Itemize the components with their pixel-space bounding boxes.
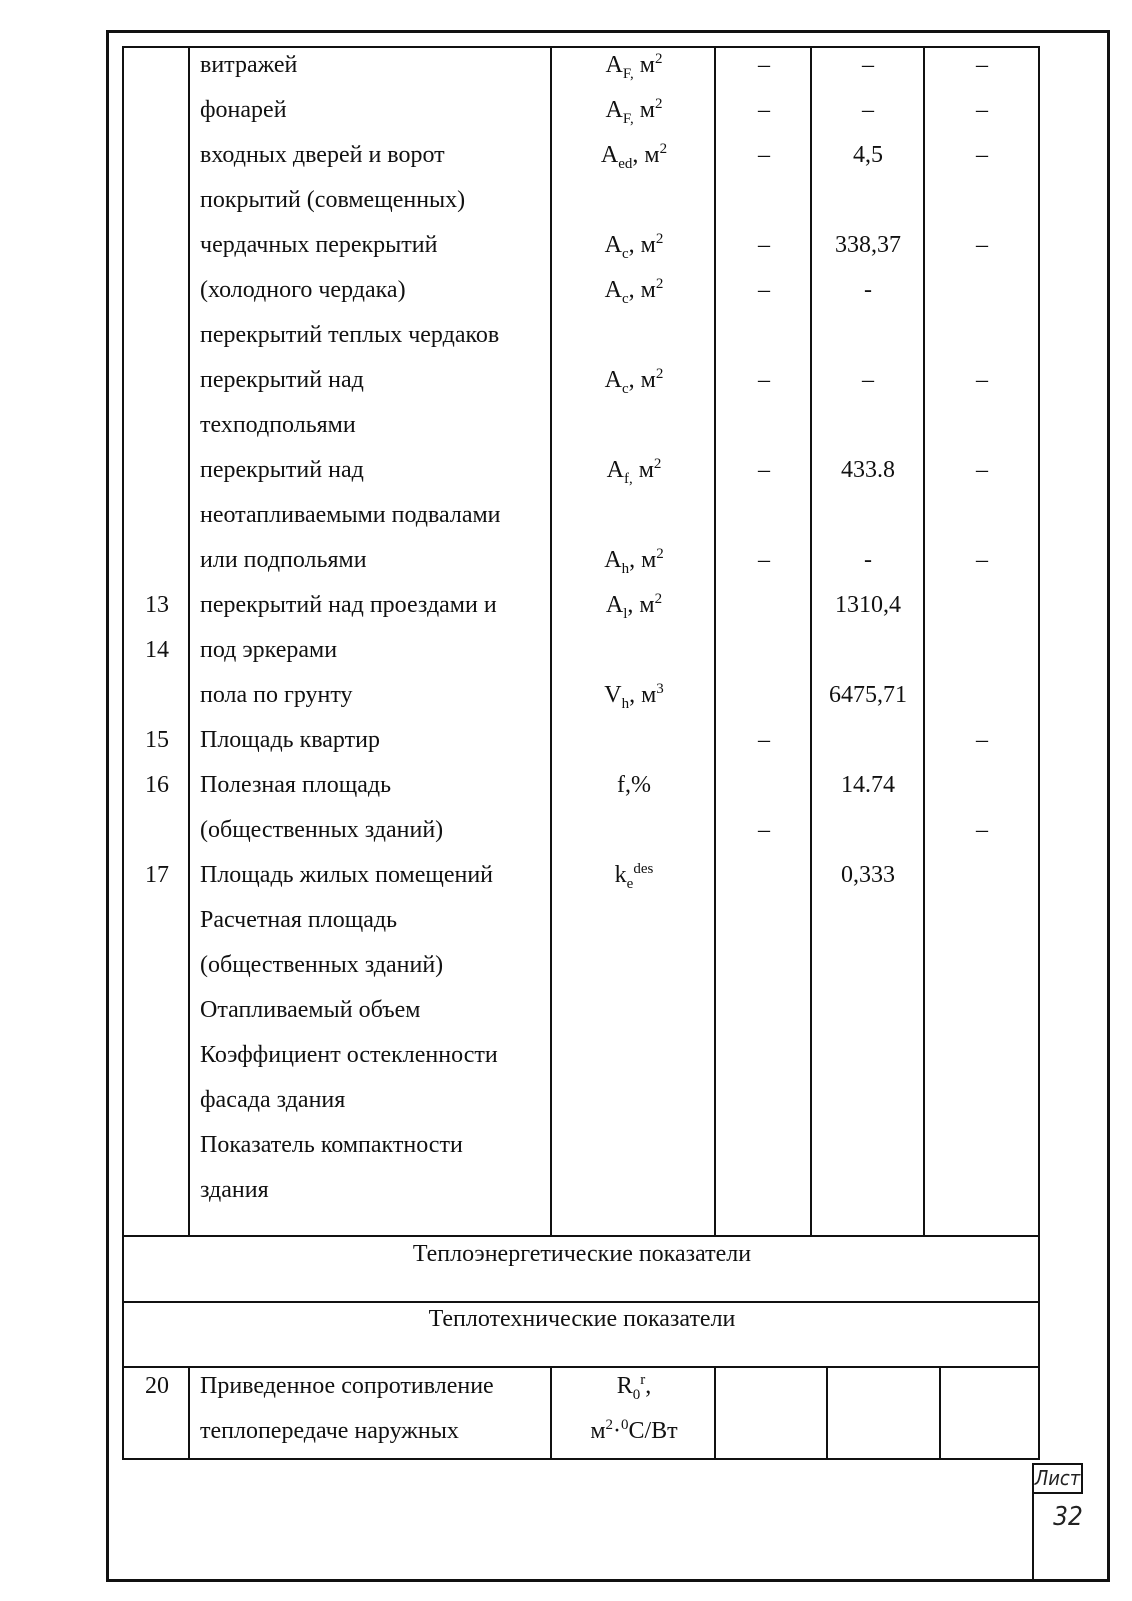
row-name: покрытий (совмещенных) [200,187,466,213]
section-heat-energy-title: Теплоэнергетические показатели [412,1241,752,1267]
row-name: Полезная площадь [200,772,392,798]
row-value-col1: – [758,142,770,168]
row-value-col3: – [976,367,988,393]
row-unit: f,% [617,772,651,798]
grid-vertical-line [550,46,552,1237]
grid-horizontal-line [122,46,1040,48]
row-name: перекрытий над [200,457,364,483]
row-value-col3: – [976,142,988,168]
row-value-col3: – [976,547,988,573]
row-value-col1: – [758,727,770,753]
row-20-name-line2: теплопередаче наружных [200,1418,459,1444]
row-name: фасада здания [200,1087,346,1113]
grid-vertical-line [939,1366,941,1460]
row-name: чердачных перекрытий [200,232,438,258]
row-number: 13 [145,592,169,618]
row-name: перекрытий над [200,367,364,393]
row-value-col2: 338,37 [835,232,901,258]
row-value-col3: – [976,817,988,843]
row-name: под эркерами [200,637,338,663]
row-value-col2: 1310,4 [835,592,901,618]
page-frame [106,30,1110,1582]
row-value-col3: – [976,727,988,753]
row-name: Площадь квартир [200,727,380,753]
row-value-col1: – [758,367,770,393]
section-heat-tech-title: Теплотехнические показатели [428,1306,736,1332]
row-unit: $V_h$, $м^3$ [604,681,664,712]
row-value-col1: – [758,52,770,78]
row-unit: $k_e^{des}$ [614,861,654,892]
row-number: 14 [145,637,169,663]
row-value-col2: 14.74 [841,772,895,798]
row-20-number: 20 [145,1373,169,1399]
row-value-col3: – [976,52,988,78]
row-number: 16 [145,772,169,798]
row-value-col2: 6475,71 [829,682,907,708]
row-unit: $A_c$, $м^2$ [604,366,664,397]
row-value-col1: – [758,547,770,573]
row-20-unit-line1: $R_0^r$, [616,1372,652,1403]
row-20-unit-line2: $м^2\cdot^0С/Вт$ [590,1417,678,1444]
grid-vertical-line [714,46,716,1237]
row-value-col1: – [758,232,770,258]
row-name: здания [200,1177,269,1203]
row-name: перекрытий над проездами и [200,592,497,618]
row-number: 15 [145,727,169,753]
row-value-col2: 0,333 [841,862,895,888]
row-name: Расчетная площадь [200,907,398,933]
row-unit: $A_{F,}$ $м^2$ [605,51,663,82]
row-number: 17 [145,862,169,888]
row-value-col1: – [758,457,770,483]
row-20-name-line1: Приведенное сопротивление [200,1373,494,1399]
row-name: Площадь жилых помещений [200,862,494,888]
row-name: витражей [200,52,298,78]
sheet-number: 32 [1053,1502,1083,1532]
row-name: (общественных зданий) [200,817,444,843]
grid-horizontal-line [122,1301,1040,1303]
row-value-col3: – [976,232,988,258]
row-name: или подпольями [200,547,367,573]
row-value-col1: – [758,277,770,303]
row-name: перекрытий теплых чердаков [200,322,500,348]
row-value-col2: - [864,547,872,573]
row-unit: $A_{ed}$, $м^2$ [600,141,668,172]
row-unit: $A_{f,}$ $м^2$ [606,456,662,487]
row-unit: $A_{F,}$ $м^2$ [605,96,663,127]
row-value-col3: – [976,457,988,483]
row-value-col2: – [862,367,874,393]
row-name: входных дверей и ворот [200,142,445,168]
grid-vertical-line [826,1366,828,1460]
row-value-col1: – [758,97,770,123]
row-value-col2: – [862,52,874,78]
row-value-col2: 433.8 [841,457,895,483]
row-name: (общественных зданий) [200,952,444,978]
row-name: Отапливаемый объем [200,997,421,1023]
grid-horizontal-line [122,1235,1040,1237]
sheet-label: Лист [1034,1466,1081,1490]
row-name: пола по грунту [200,682,353,708]
grid-vertical-line [923,46,925,1237]
grid-horizontal-line [122,1366,1040,1368]
row-name: фонарей [200,97,287,123]
row-value-col3: – [976,97,988,123]
row-value-col2: - [864,277,872,303]
grid-vertical-line [810,46,812,1237]
row-name: неотапливаемыми подвалами [200,502,501,528]
stamp-divider [1032,1492,1083,1494]
row-value-col1: – [758,817,770,843]
row-value-col2: 4,5 [853,142,883,168]
row-value-col2: – [862,97,874,123]
row-unit: $A_h$, $м^2$ [604,546,664,577]
row-name: Коэффициент остекленности [200,1042,498,1068]
row-unit: $A_c$, $м^2$ [604,276,664,307]
row-name: Показатель компактности [200,1132,463,1158]
grid-horizontal-line [122,1458,1040,1460]
row-name: техподпольями [200,412,356,438]
row-name: (холодного чердака) [200,277,406,303]
row-unit: $A_l$, $м^2$ [605,591,663,622]
row-unit: $A_c$, $м^2$ [604,231,664,262]
